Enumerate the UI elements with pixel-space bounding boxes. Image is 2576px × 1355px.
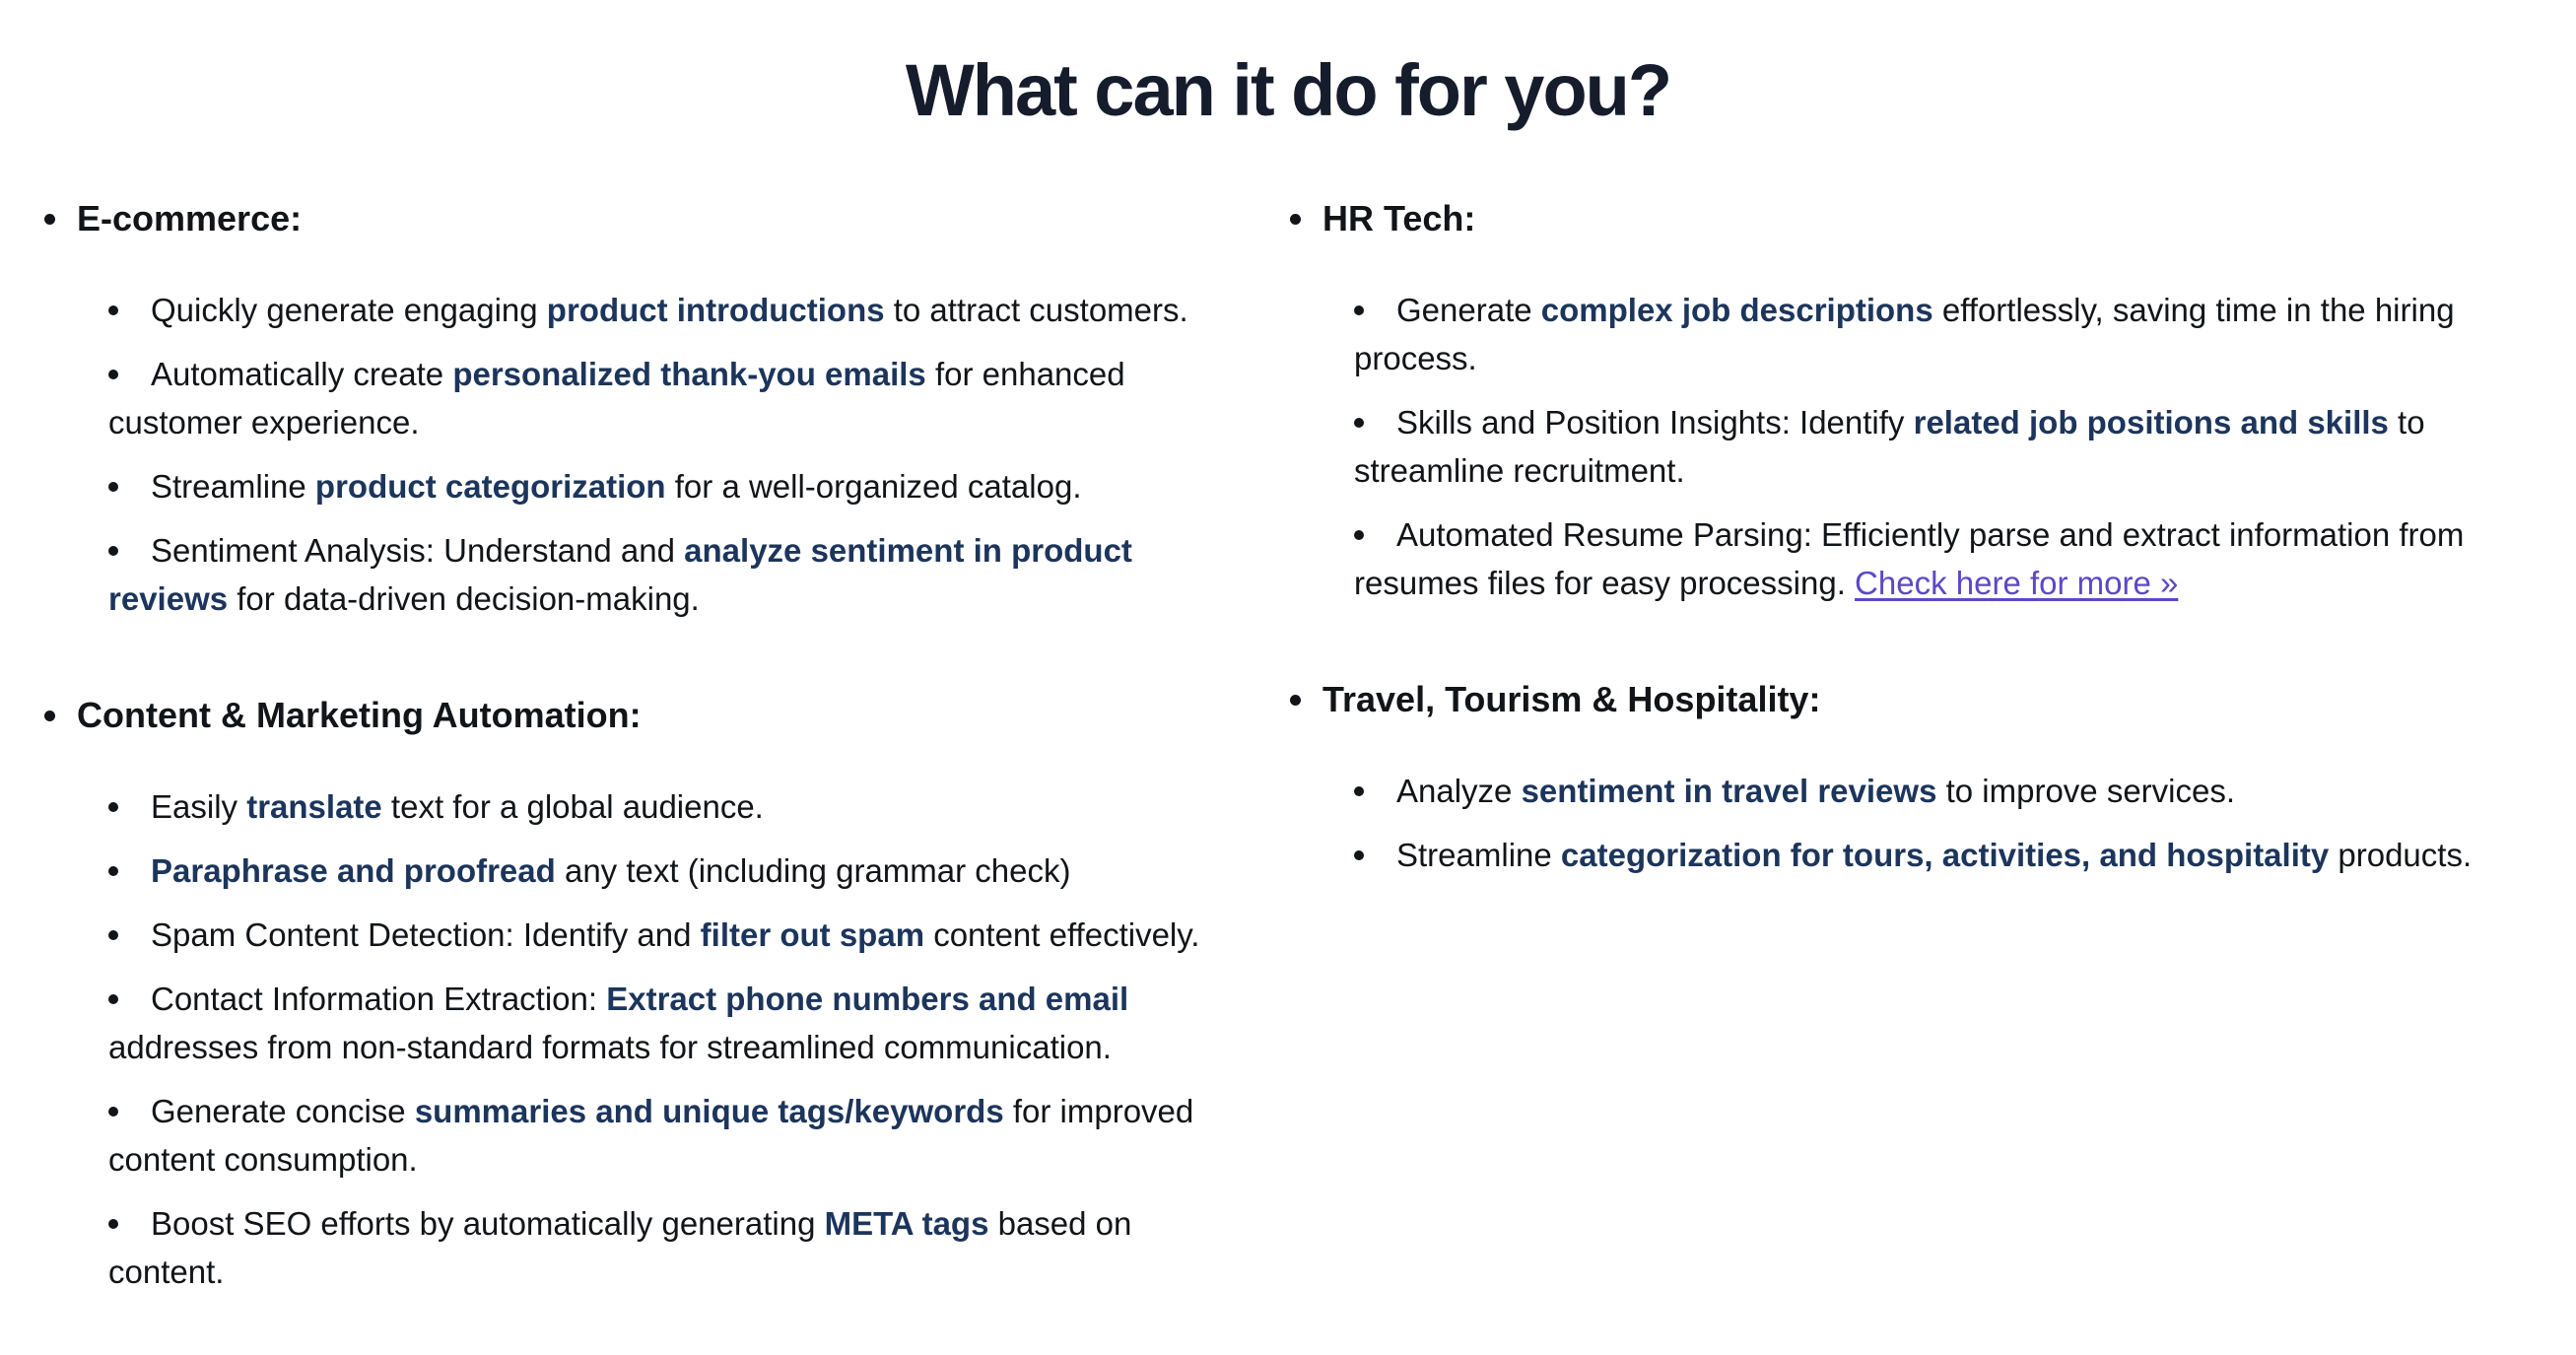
section-heading: HR Tech: [1322,198,1476,238]
check-more-link[interactable]: Check here for more » [1855,565,2179,601]
item-text: addresses from non-standard formats for streamlined communication. [108,1029,1112,1065]
item-highlight: personalized thank-you emails [452,356,926,392]
travel-item-list [1322,767,2533,879]
item-highlight: translate [246,788,382,825]
list-item [108,526,1218,623]
list-item [108,911,1218,959]
item-text: text for a global audience. [381,788,764,825]
item-text: effortlessly, saving time in the hiring process. [1354,292,2455,376]
item-text: to improve services. [1936,773,2236,809]
item-text: Sentiment Analysis: Understand and [151,532,685,569]
item-text: Contact Information Extraction: [151,981,607,1017]
item-text: any text (including grammar check) [555,852,1071,889]
section-heading: Travel, Tourism & Hospitality: [1322,679,1821,719]
item-text: Quickly generate engaging [151,292,547,328]
item-text: Boost SEO efforts by automatically generating [151,1205,825,1242]
item-highlight: Paraphrase and proofread [151,852,556,889]
item-highlight: product introductions [546,292,885,328]
right-section-list [1281,185,2533,879]
list-item [1354,767,2533,815]
left-section-list [35,185,1218,1296]
section-content-marketing [35,682,1218,1296]
section-heading: E-commerce: [77,198,303,238]
item-highlight: analyze sentiment in product reviews [108,532,1132,617]
item-text: Streamline [1396,837,1561,873]
item-highlight: complex job descriptions [1540,292,1933,328]
item-text: for enhanced customer experience. [108,356,1125,440]
left-column [35,185,1218,1355]
item-highlight: categorization for tours, activities, and hospitality [1560,837,2330,873]
item-text: Generate [1396,292,1541,328]
list-item [108,350,1218,446]
item-text: based on content. [108,1205,1132,1290]
list-item [1354,398,2533,495]
page-title: What can it do for you? [905,49,1671,131]
item-text: Spam Content Detection: Identify and [151,916,701,953]
list-item [1354,510,2533,607]
item-text: Automated Resume Parsing: Efficiently parse and extract information from resumes files for easy processing. [1354,516,2465,601]
item-text: Analyze [1396,773,1522,809]
list-item [108,462,1218,510]
content-item-list [77,782,1218,1296]
hr-item-list [1322,286,2533,607]
right-column [1281,185,2533,938]
item-highlight: filter out spam [700,916,925,953]
list-item [108,782,1218,831]
list-item [108,975,1218,1071]
item-highlight: summaries and unique tags/keywords [414,1093,1004,1129]
list-item [108,1087,1218,1184]
item-highlight: product categorization [314,468,666,505]
section-ecommerce [35,185,1218,623]
item-text: for data-driven decision-making. [228,580,700,617]
item-highlight: META tags [824,1205,989,1242]
item-text: for improved content consumption. [108,1093,1194,1178]
item-highlight: sentiment in travel reviews [1521,773,1937,809]
list-item [108,847,1218,895]
item-text: Streamline [151,468,315,505]
item-highlight: related job positions and skills [1913,404,2389,440]
item-text: to streamline recruitment. [1354,404,2425,489]
list-item [1354,286,2533,382]
section-heading: Content & Marketing Automation: [77,695,642,735]
item-text: content effectively. [924,916,1200,953]
list-item [108,286,1218,334]
item-highlight: Extract phone numbers and email [606,981,1129,1017]
list-item [108,1199,1218,1296]
ecommerce-item-list [77,286,1218,623]
section-hr-tech [1281,185,2533,607]
section-travel [1281,666,2533,879]
item-text: for a well-organized catalog. [665,468,1082,505]
item-text: Generate concise [151,1093,415,1129]
item-text: products. [2329,837,2473,873]
item-text: Automatically create [151,356,453,392]
item-text: Skills and Position Insights: Identify [1396,404,1914,440]
item-text: to attract customers. [884,292,1188,328]
list-item [1354,831,2533,879]
item-text: Easily [151,788,247,825]
